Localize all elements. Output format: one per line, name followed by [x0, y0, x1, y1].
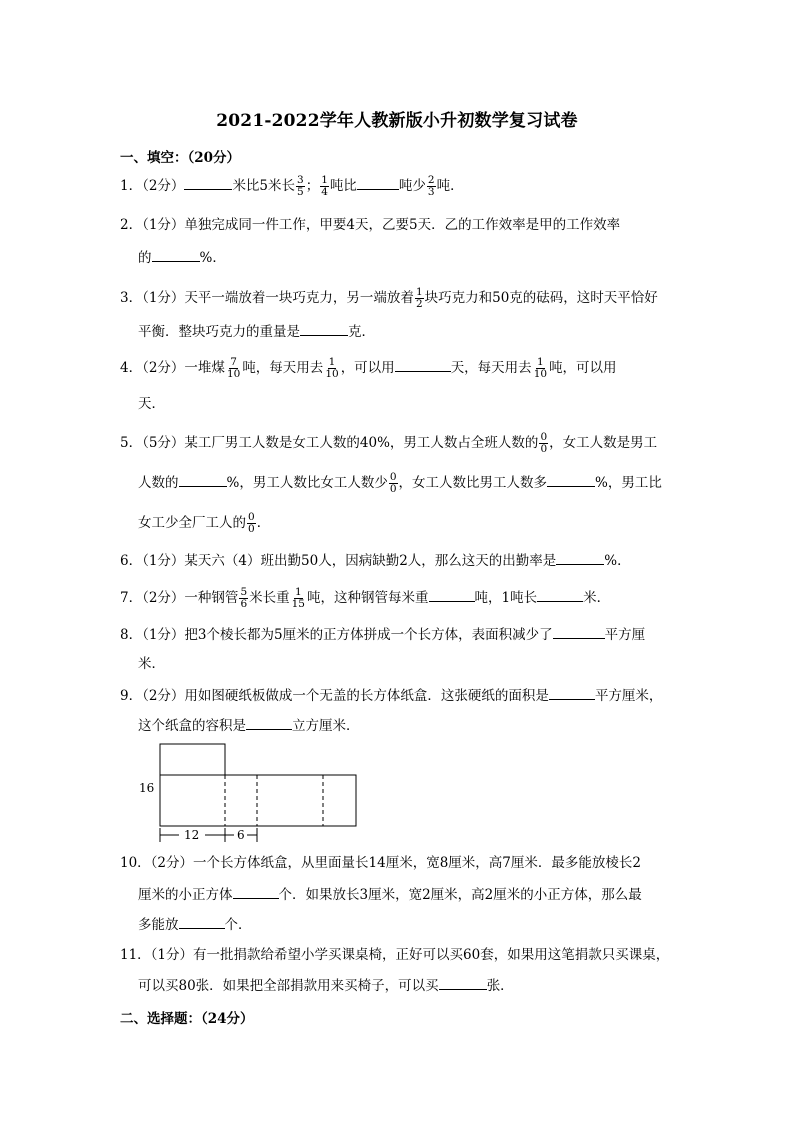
question-10: 10．（2分）一个长方体纸盒，从里面量长14厘米，宽8厘米，高7厘米．最多能放棱长2: [120, 855, 641, 871]
answer-blank[interactable]: [439, 975, 487, 990]
answer-blank[interactable]: [537, 587, 583, 602]
answer-blank[interactable]: [553, 624, 605, 639]
label-16: 16: [139, 781, 155, 795]
question-3-cont: 平衡．整块巧克力的重量是 克．: [138, 321, 375, 342]
question-8-cont: 米．: [138, 656, 165, 672]
label-12: 12: [184, 828, 200, 842]
question-11: 11．（1分）有一批捐款给希望小学买课桌椅，正好可以买60套，如果用这笔捐款只买课桌，: [120, 947, 670, 963]
box-net-diagram: [135, 738, 365, 848]
question-6: 6．（1分）某天六（4）班出勤50人，因病缺勤2人，那么这天的出勤率是 %．: [120, 550, 631, 571]
question-5: 5．（5分）某工厂男工人数是女工人数的40%，男工人数占全班人数的 $\frac{0}{0}$ ，女工人数是男工: [120, 431, 658, 455]
box-net-figure: [135, 738, 365, 848]
answer-blank[interactable]: [395, 357, 451, 372]
question-4-cont: 天．: [138, 396, 165, 412]
question-3: 3．（1分）天平一端放着一块巧克力，另一端放着 $\frac{1}{2}$ 块巧克力和50克的砝码，这时天平恰好: [120, 286, 658, 310]
net-main-strip: [160, 775, 356, 826]
fraction: $\frac{0}{0}$: [389, 471, 397, 495]
question-1: 1．（2分） 米比5米长 $\frac{3}{5}$ ； $\frac{1}{4}$ 吨比 吨少 $\frac{2}{3}$ 吨．: [120, 174, 464, 198]
answer-blank[interactable]: [549, 685, 595, 700]
answer-blank[interactable]: [429, 587, 475, 602]
question-9: 9．（2分）用如图硬纸板做成一个无盖的长方体纸盒．这张硬纸的面积是 平方厘米，: [120, 685, 662, 706]
question-10-cont2: 多能放 个．: [138, 914, 252, 935]
answer-blank[interactable]: [179, 914, 225, 929]
answer-blank[interactable]: [556, 550, 604, 565]
fraction: $\frac{2}{3}$: [427, 174, 435, 198]
fraction: $\frac{1}{10}$: [533, 356, 548, 380]
question-4: 4．（2分）一堆煤 $\frac{7}{10}$ 吨，每天用去 $\frac{1}{10}$ ，可以用 天，每天用去 $\frac{1}{10}$ 吨，可以用: [120, 356, 617, 380]
page-title: 2021-2022学年人教新版小升初数学复习试卷: [216, 111, 578, 131]
fraction: $\frac{0}{0}$: [248, 511, 255, 535]
answer-blank[interactable]: [300, 321, 348, 336]
question-2-cont: 的 %．: [138, 247, 226, 268]
answer-blank[interactable]: [184, 175, 232, 190]
answer-blank[interactable]: [246, 715, 292, 730]
question-11-cont: 可以买80张．如果把全部捐款用来买椅子，可以买 张．: [138, 975, 514, 996]
fraction: $\frac{3}{5}$: [297, 174, 304, 198]
section-heading-fill-in: 一、填空：（20分）: [120, 150, 241, 166]
fraction: $\frac{5}{6}$: [240, 586, 248, 610]
question-2: 2．（1分）单独完成同一件工作，甲要4天，乙要5天．乙的工作效率是甲的工作效率: [120, 217, 621, 233]
net-top-flap: [160, 744, 225, 775]
answer-blank[interactable]: [179, 472, 227, 487]
answer-blank[interactable]: [152, 247, 200, 262]
question-7: 7．（2分）一种钢管 $\frac{5}{6}$ 米长重 $\frac{1}{15}$ 吨，这种钢管每米重 吨，1吨长 米．: [120, 586, 611, 610]
fraction: $\frac{1}{2}$: [415, 286, 423, 310]
fraction: $\frac{1}{10}$: [325, 356, 339, 380]
fraction: $\frac{1}{4}$: [321, 174, 328, 198]
fraction: $\frac{1}{15}$: [291, 586, 305, 610]
question-8: 8．（1分）把3个棱长都为5厘米的正方体拼成一个长方体，表面积减少了 平方厘: [120, 624, 645, 645]
label-6: 6: [237, 828, 245, 842]
question-9-cont: 这个纸盒的容积是 立方厘米．: [138, 715, 360, 736]
answer-blank[interactable]: [547, 472, 595, 487]
section-heading-choice: 二、选择题：（24分）: [120, 1011, 254, 1027]
fraction: $\frac{0}{0}$: [540, 431, 548, 455]
answer-blank[interactable]: [233, 884, 279, 899]
fraction: $\frac{7}{10}$: [226, 356, 241, 380]
question-10-cont: 厘米的小正方体 个．如果放长3厘米，宽2厘米，高2厘米的小正方体，那么最: [138, 884, 642, 905]
question-5-cont: 人数的 %，男工人数比女工人数少 $\frac{0}{0}$ ，女工人数比男工人数多 %，男工比: [138, 471, 662, 495]
answer-blank[interactable]: [357, 175, 399, 190]
question-5-cont2: 女工少全厂工人的 $\frac{0}{0}$ ．: [138, 511, 271, 535]
